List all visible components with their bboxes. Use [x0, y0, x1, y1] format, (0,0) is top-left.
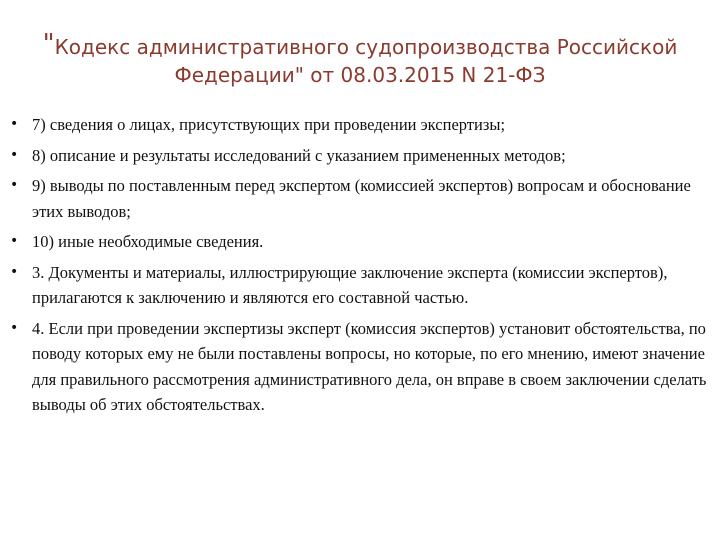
bullet-icon: •: [10, 116, 19, 132]
slide-title: [40, 30, 680, 89]
list-item: [10, 260, 710, 311]
bullet-icon: •: [10, 263, 19, 280]
bullet-text: 7) сведения о лицах, присутствующих при проведении экспертизы;: [32, 115, 506, 134]
list-item: [10, 112, 710, 138]
bullet-icon: •: [10, 233, 19, 249]
bullet-text: 3. Документы и материалы, иллюстрирующие заключение эксперта (комиссии экспертов), прилагаются к заключению и являются его составной частью.: [32, 262, 668, 307]
list-item: [10, 143, 710, 169]
title-text: Кодекс административного судопроизводства Российской Федерации" от 08.03.2015 N 21-ФЗ: [54, 35, 678, 87]
bullet-icon: •: [10, 319, 19, 336]
bullet-text: 4. Если при проведении экспертизы эксперт (комиссия экспертов) установит обстоятельства, по поводу которых ему не были поставлены вопросы, но которые, по его мнению, имеют значение для правильного рассмотрения административного дела, он вправе в своем заключении сделать выводы об этих обстоятельствах.: [32, 318, 707, 414]
list-item: [10, 229, 710, 255]
bullet-icon: •: [10, 177, 19, 193]
list-item: [10, 173, 710, 224]
bullet-list: [10, 112, 710, 423]
bullet-text: 9) выводы по поставленным перед экспертом (комиссией экспертов) вопросам и обоснование этих выводов;: [32, 176, 691, 221]
bullet-text: 10) иные необходимые сведения.: [32, 232, 264, 251]
list-item: [10, 316, 710, 418]
bullet-icon: •: [10, 146, 19, 163]
title-quote-mark: ": [42, 29, 55, 59]
bullet-text: 8) описание и результаты исследований с указанием примененных методов;: [32, 145, 566, 165]
